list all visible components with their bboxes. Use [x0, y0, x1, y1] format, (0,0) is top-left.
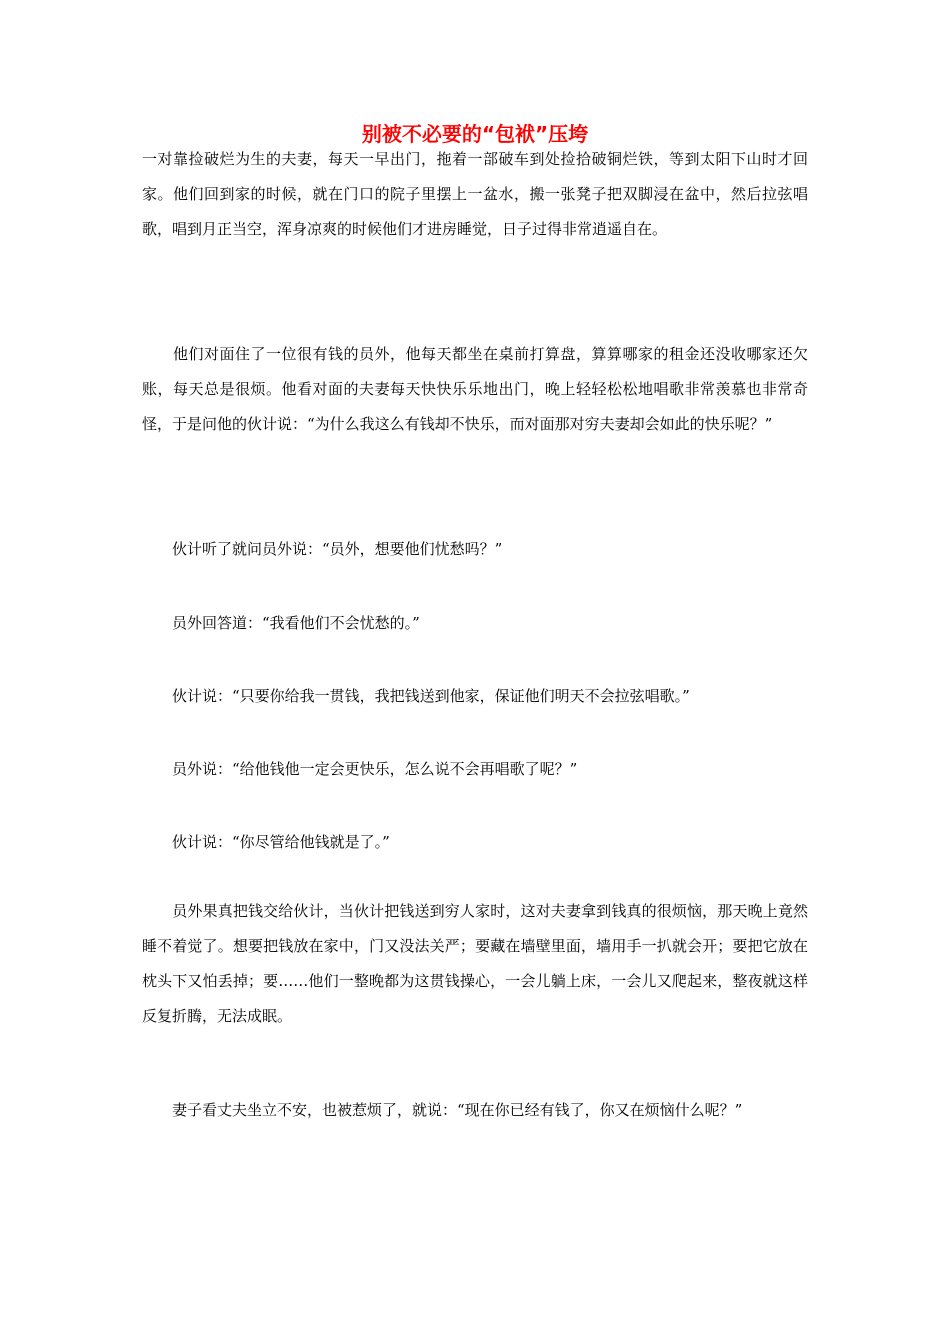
- paragraph-1: 一对靠捡破烂为生的夫妻，每天一早出门，拖着一部破车到处捡拾破铜烂铁，等到太阳下山时才回家。他们回到家的时候，就在门口的院子里摆上一盆水，搬一张凳子把双脚浸在盆中，然后拉弦唱歌，唱到月正当空，浑身凉爽的时候他们才进房睡觉，日子过得非常逍遥自在。: [142, 150, 808, 238]
- paragraph-6: 员外说：“给他钱他一定会更快乐，怎么说不会再唱歌了呢？”: [142, 760, 578, 778]
- paragraph-5: 伙计说：“只要你给我一贯钱，我把钱送到他家，保证他们明天不会拉弦唱歌。”: [142, 687, 690, 705]
- paragraph-7: 伙计说：“你尽管给他钱就是了。”: [142, 833, 390, 851]
- paragraph-3: 伙计听了就问员外说：“员外，想要他们忧愁吗？”: [142, 540, 503, 558]
- paragraph-4: 员外回答道：“我看他们不会忧愁的。”: [142, 614, 420, 632]
- paragraph-2: 他们对面住了一位很有钱的员外，他每天都坐在桌前打算盘，算算哪家的租金还没收哪家还欠账，每天总是很烦。他看对面的夫妻每天快快乐乐地出门，晚上轻轻松松地唱歌非常羡慕也非常奇怪，于是问他的伙计说：“为什么我这么有钱却不快乐，而对面那对穷夫妻却会如此的快乐呢？”: [142, 345, 808, 433]
- paragraph-8: 员外果真把钱交给伙计，当伙计把钱送到穷人家时，这对夫妻拿到钱真的很烦恼，那天晚上竟然睡不着觉了。想要把钱放在家中，门又没法关严；要藏在墙壁里面，墙用手一扒就会开；要把它放在枕头下又怕丢掉；要……他们一整晚都为这贯钱操心，一会儿躺上床，一会儿又爬起来，整夜就这样反复折腾，无法成眠。: [142, 902, 808, 1025]
- page-title: 别被不必要的“包袱”压垮: [361, 122, 589, 146]
- paragraph-9: 妻子看丈夫坐立不安，也被惹烦了，就说：“现在你已经有钱了，你又在烦恼什么呢？”: [142, 1101, 743, 1119]
